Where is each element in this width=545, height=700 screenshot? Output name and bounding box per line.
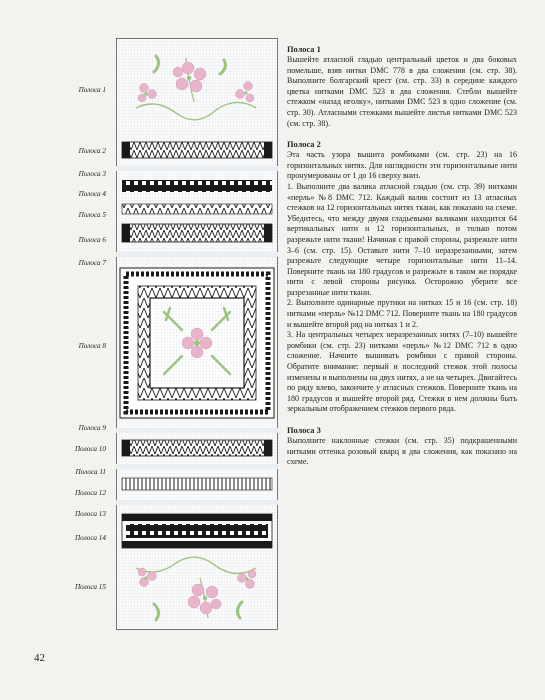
strip-10-pattern [122, 440, 272, 456]
strip-11-pattern [116, 464, 278, 469]
strip-label: Полоса 2 [78, 147, 106, 155]
page-number: 42 [34, 652, 45, 664]
strip-labels [40, 40, 108, 600]
strip-7-pattern [116, 252, 278, 257]
strip-label: Полоса 11 [75, 468, 106, 476]
section-strip-2 [287, 139, 517, 415]
strip-14-pattern [122, 514, 272, 548]
strip-4-pattern [122, 180, 272, 192]
strip-13-pattern [116, 500, 278, 505]
strip-2-pattern [122, 142, 272, 158]
strip-label: Полоса 14 [74, 534, 106, 542]
strip-3-pattern [116, 166, 278, 171]
strip-label: Полоса 13 [74, 510, 106, 518]
section-strip-3 [287, 425, 517, 468]
strip-9-pattern [116, 428, 278, 433]
strip-8-square-motif [120, 268, 274, 418]
strip-label: Полоса 7 [78, 259, 106, 267]
section-body: Вышейте атласной гладью центральный цветок и два боковых помельше, взяв нитки DMC 778 в два сложения (см. стр. 38). Выполните болгарский крест (см. стр. 33) в середине каждого цветка нитками DMC 523 в два сложения. Стебли вышейте стежком «назад иголку», нитками DMC 523 в одно сложение (см. стр. 30). Атласными стежками вышейте листья нитками DMC 523 (см. стр. 38). [287, 55, 517, 128]
strip-label: Полоса 8 [78, 342, 106, 350]
strip-label: Полоса 4 [78, 190, 106, 198]
strip-12-pattern [122, 478, 272, 490]
strip-label: Полоса 3 [78, 170, 106, 178]
strip-label: Полоса 6 [78, 236, 106, 244]
section-body: Эта часть узора вышита ромбиками (см. стр. 23) на 16 горизонтальных нитях. Для наглядности эти горизонтальные нити пронумерованы от 1 до 16 сверху вниз. 1. Выполните два валика атласной гладью (см. стр. 39) нитками «перль» №8 DMC 712. Каждый валик состоит из 13 атласных стежков на 12 горизонтальных нитях ткани, как показано на схеме. Убедитесь, что между двумя гладьевыми валиками находится 64 вертикальных нити и 12 горизонтальных, и только потом разрежьте нити ткани! Начиная с правой стороны, разрежьте нити 3–6 (см. стр. 15). Оставьте нити 7–10 неразрезанными, затем разрежьте следующие четыре горизонтальные нити 11–14. Поверните ткань на 180 градусов и разрежьте в таком же порядке нити с левой стороны рисунка. Осторожно уберите все разрезанные нити ткани. 2. Выполните одинарные прутики на нитках 15 и 16 (см. стр. 18) нитками «перль» №12 DMC 712. Поверните ткань на 180 градусов и вышейте второй ряд на нитках 1 и 2. 3. На центральных четырех неразрезанных нитях (7–10) вышейте ромбики (см. стр. 23) нитками «перль» №12 DMC 712 в одно сложение. Начните вышивать ромбики с правой стороны. Обратите внимание: первый и последний стежок этой полосы изменены и выполнены на двух нитях, а не на четырех. Двигайтесь по ряду влево, закончите у атласных стежков. Поверните ткань на 180 градусов и вышейте второй ряд. Стежки в нем должны быть зеркальным отображением стежков первого ряда. [287, 150, 517, 414]
strip-5-pattern [122, 204, 272, 214]
strip-label: Полоса 10 [74, 445, 106, 453]
section-body: Выполните наклонные стежки (см. стр. 35) подкрашенными нитками оттенка розовый кварц в два сложения, как показано на схеме. [287, 436, 517, 467]
strip-label: Полоса 12 [74, 489, 106, 497]
strip-label: Полоса 15 [74, 583, 106, 591]
embroidery-chart [116, 38, 278, 630]
section-title: Полоса 2 [287, 140, 321, 150]
strip-6-pattern [122, 224, 272, 242]
strip-label: Полоса 5 [78, 211, 106, 219]
instructions-column [287, 44, 517, 478]
section-title: Полоса 1 [287, 45, 321, 54]
strip-label: Полоса 1 [78, 86, 106, 94]
strip-label: Полоса 9 [78, 424, 106, 432]
section-strip-1 [287, 44, 517, 129]
section-title: Полоса 3 [287, 426, 321, 435]
